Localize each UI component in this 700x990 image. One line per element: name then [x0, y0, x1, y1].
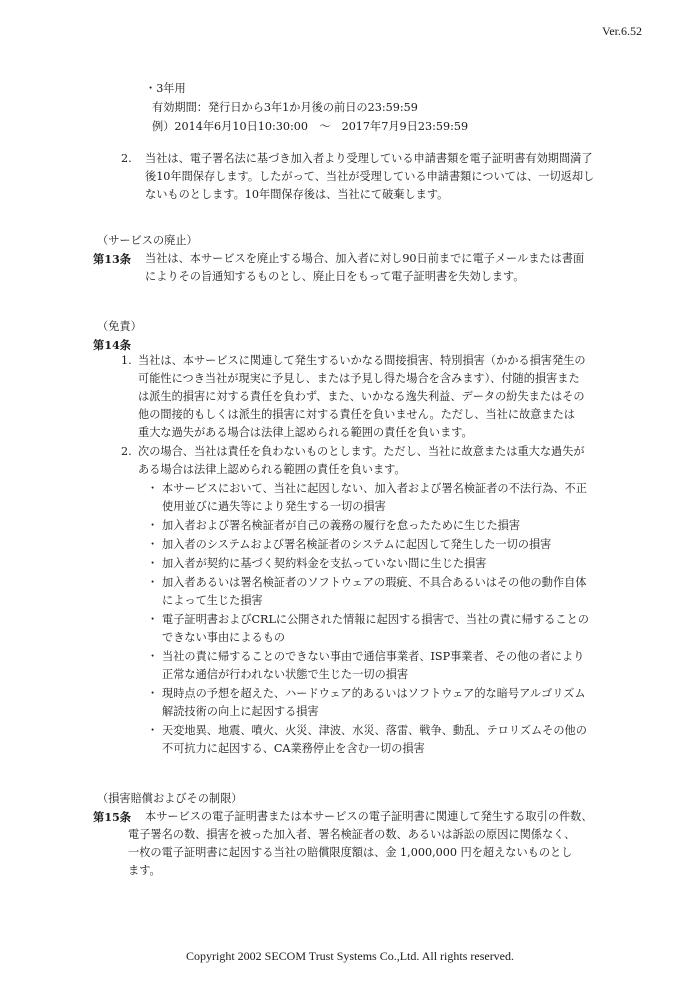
bullet-item-line: 加入者のシステムおよび署名検証者のシステムに起因して発生した一切の損害 — [162, 538, 552, 551]
article-15-caption: （損害賠償およびその制限） — [97, 792, 243, 805]
bullet-item-line: 当社の責に帰することのできない事由で通信事業者、ISP事業者、その他の者により — [162, 650, 585, 663]
bullet-marker: ・ — [147, 613, 159, 626]
article-15-line: 本サービスの電子証明書または本サービスの電子証明書に関連して発生する取引の件数、 — [145, 810, 593, 823]
bullet-marker: ・ — [147, 519, 159, 532]
validity-example: 例）2014年6月10日10:30:00 ～ 2017年7月9日23:59:59 — [152, 120, 469, 133]
bullet-item-line: 不可抗力に起因する、CA業務停止を含む一切の損害 — [162, 742, 425, 755]
bullet-item-line: 加入者が契約に基づく契約料金を支払っていない間に生じた損害 — [162, 557, 487, 570]
bullet-marker: ・ — [147, 557, 159, 570]
bullet-item-line: 正常な通信が行われない状態で生じた一切の損害 — [162, 668, 409, 681]
article-14-p1-line: は派生的損害に対する責任を負わず、また、いかなる逸失利益、データの紛失またはその — [138, 390, 585, 403]
para2-line: 当社は、電子署名法に基づき加入者より受理している申請書類を電子証明書有効期間満了 — [145, 152, 593, 165]
article-14-p1-line: 重大な過失がある場合は法律上認められる範囲の責任を負います。 — [138, 426, 473, 439]
bullet-item-line: 解読技術の向上に起因する損害 — [162, 705, 319, 718]
version-label: Ver.6.52 — [602, 24, 642, 38]
article-14-p2-line: ある場合は法律上認められる範囲の責任を負います。 — [138, 463, 406, 476]
bullet-marker: ・ — [147, 538, 159, 551]
article-14-p1-number: 1. — [121, 354, 132, 367]
article-14-p2-number: 2. — [121, 445, 132, 458]
bullet-item-line: 使用並びに過失等により発生する一切の損害 — [162, 500, 386, 513]
article-14-p2-line: 次の場合、当社は責任を負わないものとします。ただし、当社に故意または重大な過失が — [138, 445, 585, 458]
article-15-line: 一枚の電子証明書に起因する当社の賠償限度額は、金 1,000,000 円を超えないものとし — [128, 846, 573, 859]
bullet-item-line: 加入者あるいは署名検証者のソフトウェアの瑕疵、不具合あるいはその他の動作自体 — [162, 576, 587, 589]
article-14-p1-line: 可能性につき当社が現実に予見し、または予見し得た場合を含みます）、付随的損害また — [138, 372, 580, 385]
bullet-marker: ・ — [147, 650, 159, 663]
article-13-caption: （サービスの廃止） — [97, 234, 198, 247]
bullet-item-line: できない事由によるもの — [162, 631, 286, 644]
bullet-item-line: 加入者および署名検証者が自己の義務の履行を怠ったために生じた損害 — [162, 519, 521, 532]
article-13-line: 当社は、本サービスを廃止する場合、加入者に対し90日前までに電子メールまたは書面 — [145, 252, 585, 265]
bullet-marker: ・ — [147, 724, 159, 737]
validity-period: 有効期間：発行日から3年1か月後の前日の23:59:59 — [152, 101, 418, 114]
article-15-line: ます。 — [128, 864, 161, 877]
article-15-line: 電子署名の数、損害を被った加入者、署名検証者の数、あるいは訴訟の原因に関係なく、 — [128, 828, 576, 841]
article-14-label: 第14条 — [93, 338, 131, 352]
bullet-item-line: によって生じた損害 — [162, 594, 263, 607]
bullet-marker: ・ — [147, 576, 159, 589]
bullet-marker: ・ — [147, 482, 159, 495]
bullet-item-line: 本サービスにおいて、当社に起因しない、加入者および署名検証者の不法行為、不正 — [162, 482, 587, 495]
article-15-label: 第15条 — [93, 810, 131, 824]
article-14-p1-line: 当社は、本サービスに関連して発生するいかなる間接損害、特別損害（かかる損害発生の — [138, 354, 586, 367]
para2-line: ないものとします。10年間保存後は、当社にて破棄します。 — [145, 188, 449, 201]
copyright-footer: Copyright 2002 SECOM Trust Systems Co.,Ltd. All rights reserved. — [185, 949, 515, 963]
bullet-item-line: 現時点の予想を超えた、ハードウェア的あるいはソフトウェア的な暗号アルゴリズム — [162, 687, 586, 700]
bullet-item-line: 天変地異、地震、噴火、火災、津波、水災、落雷、戦争、動乱、テロリズムその他の — [162, 724, 587, 737]
validity-plan: ・3年用 — [145, 82, 186, 95]
article-14-caption: （免責） — [97, 320, 142, 333]
article-13-label: 第13条 — [93, 252, 131, 266]
bullet-item-line: 電子証明書およびCRLに公開された情報に起因する損害で、当社の責に帰することの — [162, 613, 589, 626]
para2-line: 後10年間保存します。したがって、当社が受理している申請書類については、一切返却し — [145, 170, 595, 183]
article-13-line: によりその旨通知するものとし、廃止日をもって電子証明書を失効します。 — [145, 270, 525, 283]
bullet-marker: ・ — [147, 687, 159, 700]
para2-number: 2. — [121, 152, 132, 165]
article-14-p1-line: 他の間接的もしくは派生的損害に対する責任を負いません。ただし、当社に故意または — [138, 408, 575, 421]
